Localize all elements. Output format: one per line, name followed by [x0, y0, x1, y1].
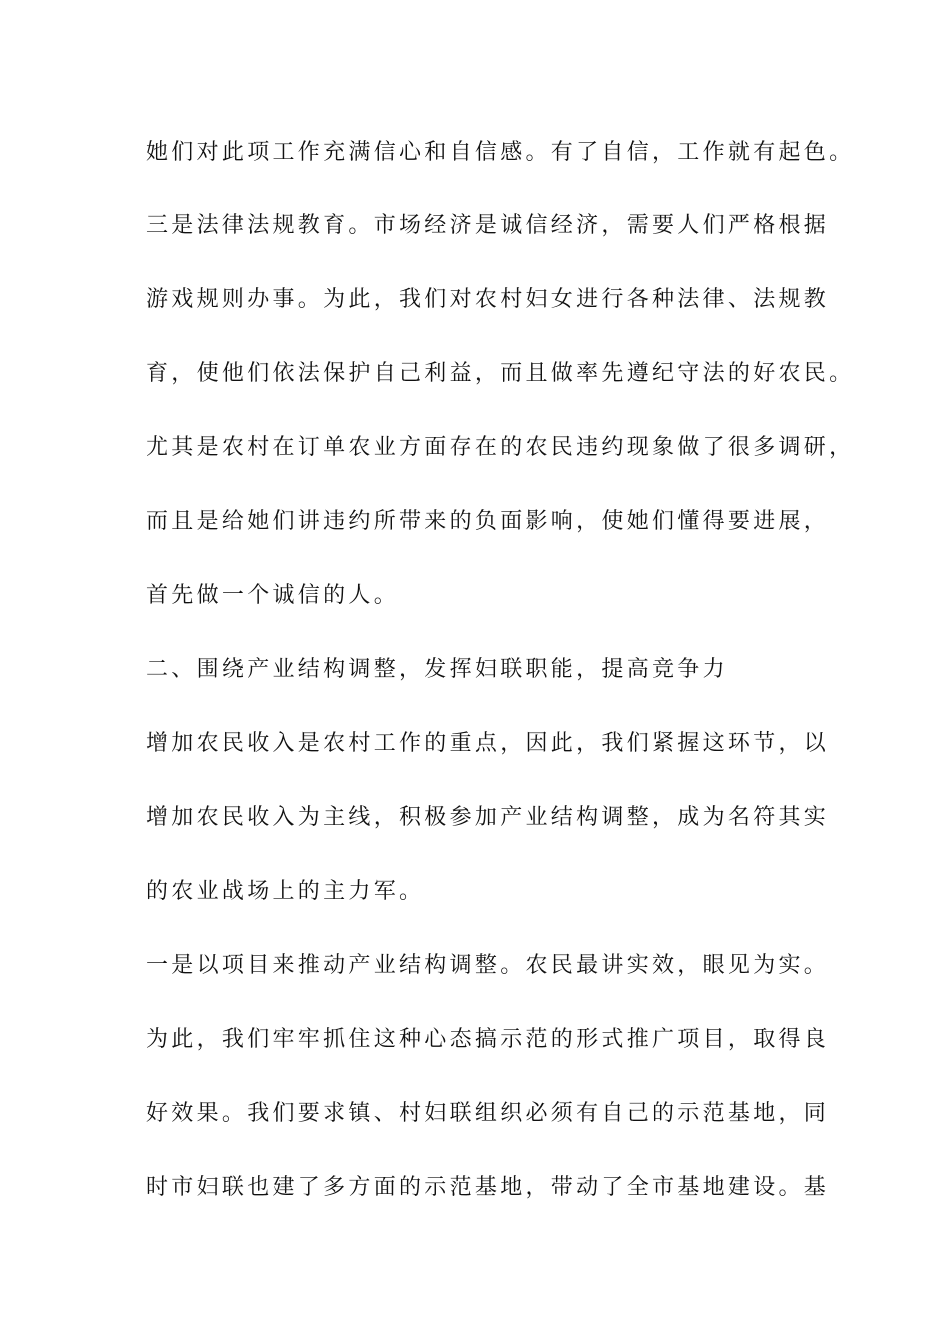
text-line: 而且是给她们讲违约所带来的负面影响，使她们懂得要进展，: [146, 509, 830, 534]
text-line: 育，使他们依法保护自己利益，而且做率先遵纪守法的好农民。: [146, 361, 855, 386]
text-line: 时市妇联也建了多方面的示范基地，带动了全市基地建设。基: [146, 1175, 830, 1200]
text-line: 的农业战场上的主力军。: [146, 879, 425, 904]
text-line: 好效果。我们要求镇、村妇联组织必须有自己的示范基地，同: [146, 1101, 830, 1126]
section-heading: 二、围绕产业结构调整，发挥妇联职能，提高竞争力: [146, 657, 728, 682]
text-line: 尤其是农村在订单农业方面存在的农民违约现象做了很多调研，: [146, 435, 855, 460]
text-line: 她们对此项工作充满信心和自信感。有了自信，工作就有起色。: [146, 140, 855, 165]
text-line: 首先做一个诚信的人。: [146, 583, 400, 608]
text-line: 增加农民收入是农村工作的重点，因此，我们紧握这环节，以: [146, 731, 830, 756]
text-line: 游戏规则办事。为此，我们对农村妇女进行各种法律、法规教: [146, 287, 830, 312]
text-line: 三是法律法规教育。市场经济是诚信经济，需要人们严格根据: [146, 213, 830, 238]
text-line: 一是以项目来推动产业结构调整。农民最讲实效，眼见为实。: [146, 953, 830, 978]
text-line: 增加农民收入为主线，积极参加产业结构调整，成为名符其实: [146, 805, 830, 830]
text-line: 为此，我们牢牢抓住这种心态搞示范的形式推广项目，取得良: [146, 1027, 830, 1052]
